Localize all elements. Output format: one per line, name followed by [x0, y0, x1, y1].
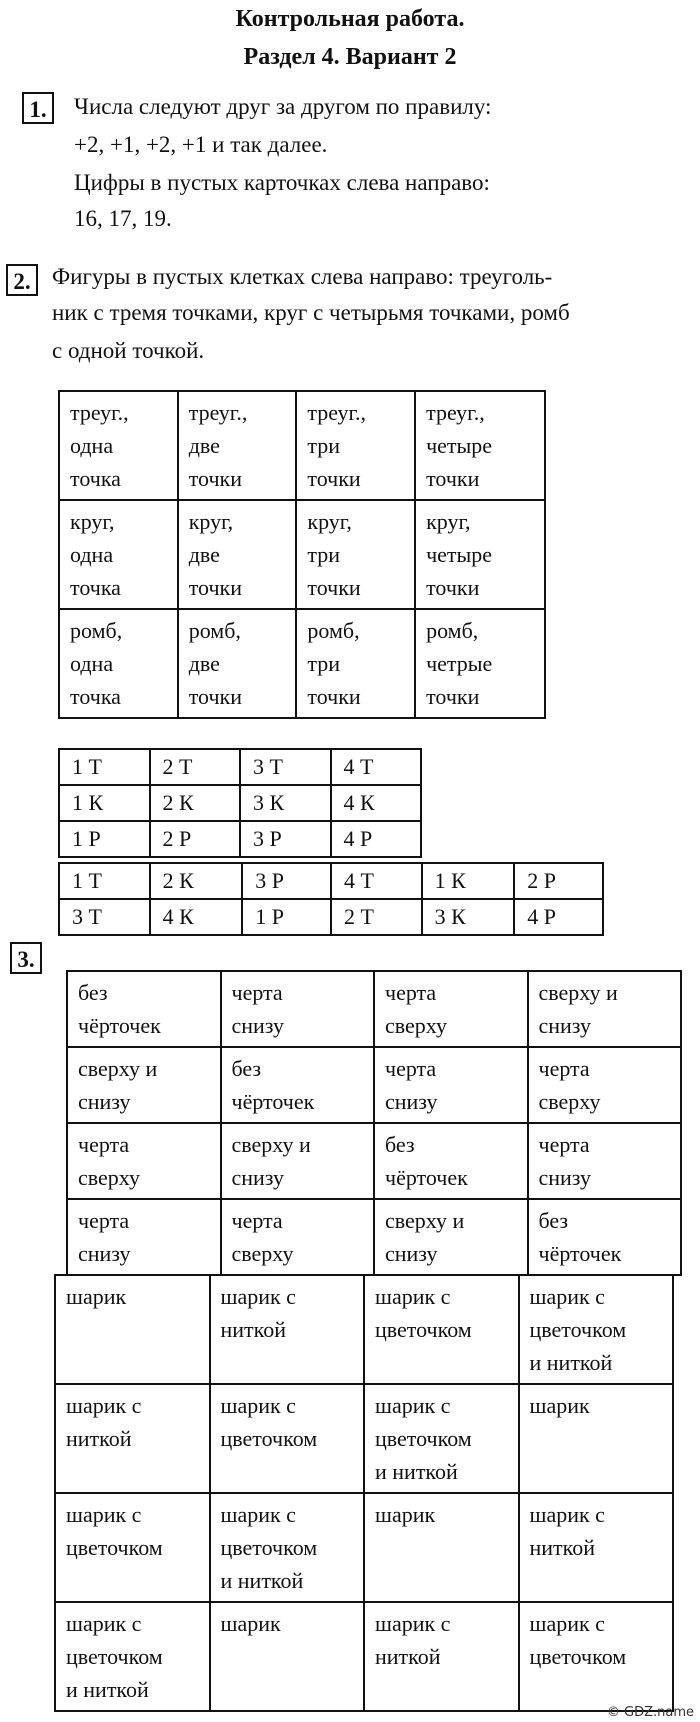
- table-row: [59, 391, 545, 500]
- table-cell: шарик: [210, 1602, 365, 1711]
- table-cell: 2 Р: [150, 821, 241, 857]
- table-cell: круг, одна точка: [59, 500, 178, 609]
- table-cell: шарик с ниткой: [210, 1275, 365, 1384]
- table-cell: 3 К: [422, 899, 515, 935]
- table-cell: круг, четыре точки: [415, 500, 545, 609]
- task-1-number: 1.: [22, 92, 54, 124]
- table-cell: черта сверху: [67, 1123, 221, 1199]
- watermark: © GDZ.name: [606, 1705, 694, 1720]
- table-cell: ромб, две точки: [178, 609, 297, 718]
- table-cell: шарик с ниткой: [364, 1602, 519, 1711]
- table-cell: шарик с ниткой: [519, 1493, 674, 1602]
- table-cell: 2 Т: [150, 749, 241, 785]
- task-2-line: ник с тремя точками, круг с четырьмя точками, ромб: [52, 300, 570, 325]
- task-2-line: с одной точкой.: [52, 338, 205, 363]
- table-cell: 3 К: [240, 785, 331, 821]
- table-row: [59, 500, 545, 609]
- table-cell: 2 Т: [331, 899, 422, 935]
- table-cell: 2 К: [150, 785, 241, 821]
- table-cell: 2 Р: [514, 863, 603, 899]
- table-cell: 4 К: [331, 785, 422, 821]
- table-cell: шарик с цветочком: [364, 1275, 519, 1384]
- table-row: [55, 1384, 673, 1493]
- table-row: [55, 1493, 673, 1602]
- table-cell: без чёрточек: [221, 1047, 375, 1123]
- table-cell: круг, две точки: [178, 500, 297, 609]
- table-cell: 3 Т: [59, 899, 150, 935]
- table-cell: 1 Т: [59, 749, 150, 785]
- table-cell: 1 К: [59, 785, 150, 821]
- table-row: [67, 971, 681, 1047]
- table-cell: шарик с цветочком и ниткой: [55, 1602, 210, 1711]
- table-row: [59, 785, 421, 821]
- table-row: [67, 1199, 681, 1275]
- table-cell: сверху и снизу: [374, 1199, 528, 1275]
- table-cell: без чёрточек: [374, 1123, 528, 1199]
- table-cell: без чёрточек: [528, 1199, 682, 1275]
- table-cell: ромб, четрые точки: [415, 609, 545, 718]
- table-cell: 3 Р: [240, 821, 331, 857]
- table-cell: черта снизу: [528, 1123, 682, 1199]
- codes-table-body: [59, 749, 421, 857]
- table-row: [67, 1123, 681, 1199]
- task-2-line: Фигуры в пустых клетках слева направо: треуголь-: [52, 264, 553, 289]
- lines-table: [66, 970, 682, 1276]
- sequence-table-body: [59, 863, 603, 935]
- table-row: [59, 821, 421, 857]
- table-cell: сверху и снизу: [221, 1123, 375, 1199]
- task-1-line: Цифры в пустых карточках слева направо:: [74, 170, 490, 195]
- table-row: [55, 1275, 673, 1384]
- table-cell: 4 Т: [331, 863, 422, 899]
- table-cell: 4 Р: [331, 821, 422, 857]
- balloons-table: [54, 1274, 674, 1712]
- table-cell: сверху и снизу: [67, 1047, 221, 1123]
- table-cell: без чёрточек: [67, 971, 221, 1047]
- task-1-line: 16, 17, 19.: [74, 206, 172, 231]
- table-cell: шарик: [519, 1384, 674, 1493]
- table-cell: шарик с цветочком и ниткой: [210, 1493, 365, 1602]
- table-row: [59, 863, 603, 899]
- table-cell: треуг., две точки: [178, 391, 297, 500]
- table-cell: 4 Т: [331, 749, 422, 785]
- table-cell: 3 Т: [240, 749, 331, 785]
- table-cell: шарик с цветочком: [55, 1493, 210, 1602]
- table-cell: треуг., одна точка: [59, 391, 178, 500]
- balloons-table-body: [55, 1275, 673, 1711]
- table-cell: шарик: [364, 1493, 519, 1602]
- table-cell: шарик: [55, 1275, 210, 1384]
- table-cell: сверху и снизу: [528, 971, 682, 1047]
- table-cell: шарик с цветочком и ниткой: [364, 1384, 519, 1493]
- table-cell: шарик с ниткой: [55, 1384, 210, 1493]
- table-cell: ромб, одна точка: [59, 609, 178, 718]
- table-cell: черта снизу: [67, 1199, 221, 1275]
- table-row: [67, 1047, 681, 1123]
- figures-table: [58, 390, 546, 719]
- table-cell: 1 К: [422, 863, 515, 899]
- table-cell: шарик с цветочком: [210, 1384, 365, 1493]
- table-cell: круг, три точки: [296, 500, 415, 609]
- table-cell: ромб, три точки: [296, 609, 415, 718]
- table-cell: черта сверху: [374, 971, 528, 1047]
- table-cell: 1 Т: [59, 863, 150, 899]
- table-cell: треуг., три точки: [296, 391, 415, 500]
- table-cell: 4 Р: [514, 899, 603, 935]
- table-cell: 2 К: [150, 863, 243, 899]
- sequence-table: [58, 862, 604, 936]
- table-cell: шарик с цветочком: [519, 1602, 674, 1711]
- table-cell: черта снизу: [221, 971, 375, 1047]
- figures-table-body: [59, 391, 545, 718]
- table-cell: треуг., четыре точки: [415, 391, 545, 500]
- table-cell: 1 Р: [242, 899, 331, 935]
- table-cell: черта снизу: [374, 1047, 528, 1123]
- page-title: Контрольная работа.: [235, 6, 465, 32]
- task-1-line: +2, +1, +2, +1 и так далее.: [74, 132, 328, 157]
- table-row: [55, 1602, 673, 1711]
- task-3-number: 3.: [10, 942, 42, 974]
- table-cell: шарик с цветочком и ниткой: [519, 1275, 674, 1384]
- table-row: [59, 609, 545, 718]
- table-cell: черта сверху: [528, 1047, 682, 1123]
- table-row: [59, 749, 421, 785]
- page-subtitle: Раздел 4. Вариант 2: [243, 44, 457, 70]
- task-1-line: Числа следуют друг за другом по правилу:: [74, 94, 492, 119]
- task-2-number: 2.: [6, 264, 38, 296]
- table-cell: 3 Р: [242, 863, 331, 899]
- table-row: [59, 899, 603, 935]
- table-cell: 1 Р: [59, 821, 150, 857]
- table-cell: 4 К: [150, 899, 243, 935]
- lines-table-body: [67, 971, 681, 1275]
- table-cell: черта сверху: [221, 1199, 375, 1275]
- codes-table: [58, 748, 422, 858]
